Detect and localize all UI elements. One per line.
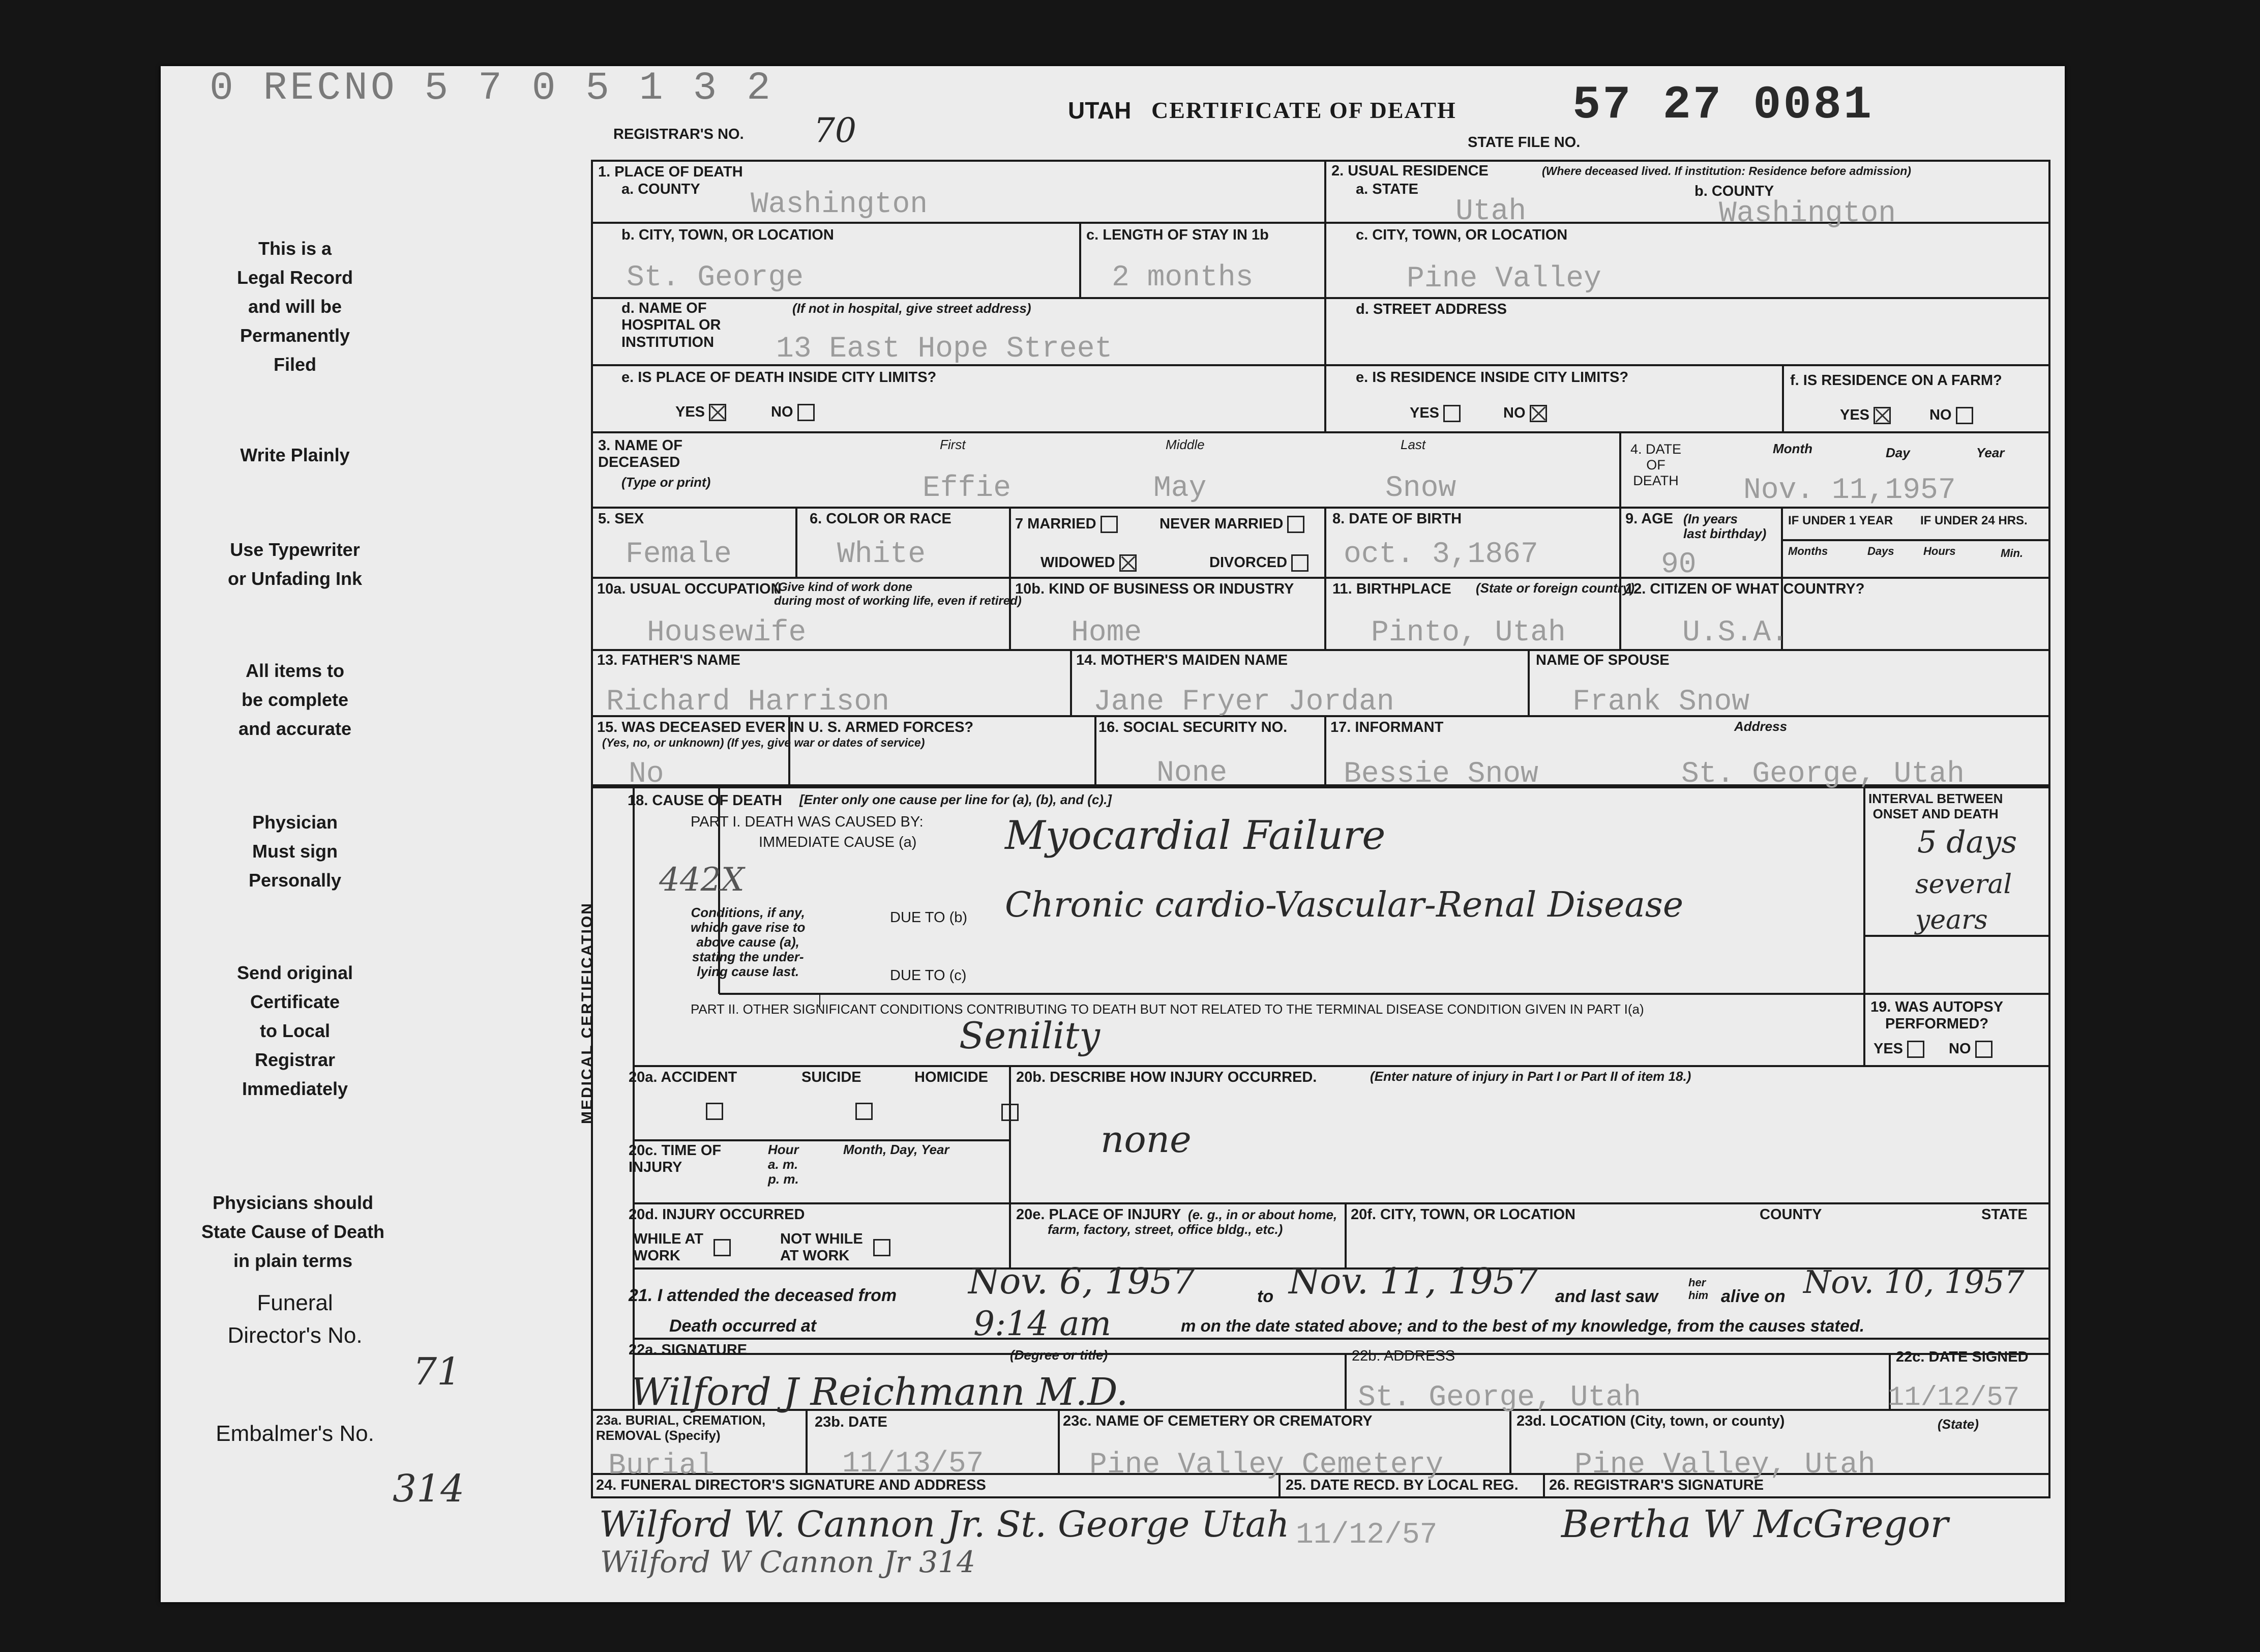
last-name-value: Snow bbox=[1385, 472, 1456, 505]
res-inside-city-yes[interactable]: YES bbox=[1410, 405, 1461, 422]
dob-label: 8. DATE OF BIRTH bbox=[1332, 511, 1462, 527]
farm-no-checkbox[interactable] bbox=[1956, 407, 1973, 424]
death-certificate bbox=[161, 66, 2065, 1602]
street-address-label: d. STREET ADDRESS bbox=[1356, 301, 1507, 317]
spouse-label: NAME OF SPOUSE bbox=[1536, 652, 1670, 668]
state-file-label: STATE FILE NO. bbox=[1468, 134, 1581, 151]
informant-address-value: St. George, Utah bbox=[1681, 758, 1965, 791]
res-inside-city-label: e. IS RESIDENCE INSIDE CITY LIMITS? bbox=[1356, 369, 1629, 386]
place-injury-label: 20e. PLACE OF INJURY bbox=[1016, 1206, 1181, 1223]
hours-header: Hours bbox=[1923, 545, 1956, 557]
never-married-checkbox[interactable] bbox=[1287, 516, 1304, 533]
months-header: Months bbox=[1788, 545, 1828, 557]
city-value: St. George bbox=[627, 261, 804, 294]
divorced[interactable]: DIVORCED bbox=[1209, 554, 1309, 572]
typewriter-note: Use Typewriter or Unfading Ink bbox=[228, 539, 362, 589]
occupation-note: (Give kind of work done during most of working life, even if retired) bbox=[774, 580, 1022, 608]
physician-note: Physician Must sign Personally bbox=[248, 812, 342, 891]
date-signed-value: 11/12/57 bbox=[1888, 1382, 2020, 1413]
date-signed-label: 22c. DATE SIGNED bbox=[1896, 1349, 2029, 1365]
death-inside-city-label: e. IS PLACE OF DEATH INSIDE CITY LIMITS? bbox=[621, 369, 937, 386]
embalmer-label: Embalmer's No. bbox=[216, 1421, 374, 1446]
hospital-label: d. NAME OF HOSPITAL OR INSTITUTION bbox=[621, 300, 721, 350]
res-city-value: Pine Valley bbox=[1407, 262, 1601, 296]
not-while-at-work[interactable]: NOT WHILE AT WORK bbox=[780, 1231, 890, 1265]
her-him-label: her him bbox=[1688, 1276, 1709, 1302]
degree-label: (Degree or title) bbox=[1010, 1347, 1108, 1363]
dob-value: oct. 3,1867 bbox=[1344, 538, 1538, 571]
part1-label: PART I. DEATH WAS CAUSED BY: bbox=[691, 814, 924, 830]
sex-label: 5. SEX bbox=[598, 511, 644, 527]
attended-to-value: Nov. 11, 1957 bbox=[1289, 1260, 1538, 1302]
location-value: Pine Valley, Utah bbox=[1574, 1449, 1876, 1482]
death-time-value: 9:14 am bbox=[973, 1304, 1112, 1343]
hospital-note: (If not in hospital, give street address) bbox=[792, 301, 1031, 316]
business-value: Home bbox=[1071, 616, 1142, 650]
county-label: a. COUNTY bbox=[621, 181, 700, 197]
business-label: 10b. KIND OF BUSINESS OR INDUSTRY bbox=[1015, 581, 1294, 597]
date-recd-value: 11/12/57 bbox=[1296, 1519, 1438, 1552]
farm-label: f. IS RESIDENCE ON A FARM? bbox=[1790, 372, 2002, 389]
registrar-label: REGISTRAR'S NO. bbox=[613, 126, 744, 142]
res-inside-city-no-checkbox[interactable] bbox=[1530, 405, 1547, 422]
under-24-hrs-label: IF UNDER 24 HRS. bbox=[1920, 514, 2028, 527]
cemetery-value: Pine Valley Cemetery bbox=[1089, 1449, 1444, 1482]
res-county-value: Washington bbox=[1719, 197, 1896, 230]
physician-address-value: St. George, Utah bbox=[1358, 1381, 1641, 1414]
armed-forces-note: (Yes, no, or unknown) (If yes, give war or dates of service) bbox=[602, 736, 925, 749]
attended-label: 21. I attended the deceased from bbox=[629, 1286, 897, 1305]
armed-forces-label: 15. WAS DECEASED EVER IN U. S. ARMED FORCES? bbox=[597, 719, 974, 735]
accident-checkbox[interactable] bbox=[706, 1103, 723, 1120]
res-county-label: b. COUNTY bbox=[1694, 183, 1774, 199]
length-of-stay-value: 2 months bbox=[1112, 261, 1254, 294]
race-value: White bbox=[837, 538, 926, 571]
cause-note: [Enter only one cause per line for (a), (b), and (c).] bbox=[799, 792, 1112, 807]
physician-address-label: 22b. ADDRESS bbox=[1352, 1348, 1455, 1364]
res-inside-city-yes-checkbox[interactable] bbox=[1443, 405, 1461, 422]
funeral-director-label: Funeral Director's No. bbox=[227, 1290, 363, 1348]
date-of-death-value: Nov. 11,1957 bbox=[1743, 474, 1956, 507]
informant-value: Bessie Snow bbox=[1344, 758, 1538, 791]
city-label: b. CITY, TOWN, OR LOCATION bbox=[621, 227, 834, 243]
county-value: Washington bbox=[751, 188, 928, 221]
mother-value: Jane Fryer Jordan bbox=[1093, 686, 1394, 719]
type-print-note: (Type or print) bbox=[621, 475, 711, 490]
not-while-at-work-checkbox[interactable] bbox=[873, 1239, 890, 1256]
occupation-value: Housewife bbox=[647, 616, 807, 650]
write-plainly-note: Write Plainly bbox=[240, 445, 350, 465]
stamp-numbers: 0 RECNO 5 7 0 5 1 3 2 bbox=[210, 66, 774, 111]
complete-note: All items to be complete and accurate bbox=[238, 660, 352, 739]
describe-injury-label: 20b. DESCRIBE HOW INJURY OCCURRED. bbox=[1016, 1069, 1317, 1085]
death-inside-city-yes[interactable]: YES bbox=[675, 404, 726, 421]
injury-state-label: STATE bbox=[1981, 1206, 2028, 1223]
dod-year-header: Year bbox=[1976, 445, 2005, 460]
birthplace-note: (State or foreign country) bbox=[1476, 580, 1635, 596]
immediate-cause-value: Myocardial Failure bbox=[1005, 813, 1386, 859]
alive-on-label: alive on bbox=[1721, 1287, 1786, 1306]
middle-name-value: May bbox=[1153, 472, 1207, 505]
part2-value: Senility bbox=[959, 1014, 1100, 1057]
injury-county-label: COUNTY bbox=[1760, 1206, 1822, 1223]
dod-month-header: Month bbox=[1773, 441, 1812, 456]
place-injury-note: (e. g., in or about home, farm, factory, street, office bldg., etc.) bbox=[1048, 1207, 1337, 1237]
funeral-signature-2: Wilford W Cannon Jr 314 bbox=[600, 1545, 975, 1579]
cause-of-death-label: 18. CAUSE OF DEATH bbox=[628, 792, 783, 809]
name-deceased-label: 3. NAME OF DECEASED bbox=[598, 437, 682, 471]
death-occurred-label: Death occurred at bbox=[669, 1316, 817, 1336]
res-state-value: Utah bbox=[1455, 195, 1527, 228]
occupation-label: 10a. USUAL OCCUPATION bbox=[597, 581, 782, 597]
autopsy-label: 19. WAS AUTOPSY PERFORMED? bbox=[1870, 999, 2004, 1032]
cause-terms-note: Physicians should State Cause of Death in plain terms bbox=[201, 1192, 385, 1271]
interval-b-value: several years bbox=[1915, 869, 2012, 935]
res-state-label: a. STATE bbox=[1356, 181, 1418, 197]
burial-label: 23a. BURIAL, CREMATION, REMOVAL (Specify) bbox=[596, 1412, 766, 1443]
days-header: Days bbox=[1867, 545, 1894, 557]
to-label: to bbox=[1257, 1287, 1274, 1306]
registrar-signature-label: 26. REGISTRAR'S SIGNATURE bbox=[1549, 1477, 1764, 1493]
informant-address-label: Address bbox=[1734, 719, 1788, 734]
date-of-death-label: 4. DATE OF DEATH bbox=[1630, 441, 1682, 489]
while-at-work-checkbox[interactable] bbox=[713, 1239, 731, 1256]
interval-label: INTERVAL BETWEEN ONSET AND DEATH bbox=[1868, 791, 2003, 821]
part2-label: PART II. OTHER SIGNIFICANT CONDITIONS CONTRIBUTING TO DEATH BUT NOT RELATED TO THE TERMINAL DISEASE CONDITION GIVEN IN PART I(a) bbox=[691, 1001, 1644, 1017]
age-label: 9. AGE bbox=[1625, 511, 1674, 527]
min-header: Min. bbox=[2001, 547, 2023, 559]
armed-forces-value: No bbox=[629, 758, 664, 791]
immediate-cause-label: IMMEDIATE CAUSE (a) bbox=[759, 834, 917, 850]
widowed[interactable]: WIDOWED bbox=[1040, 554, 1137, 572]
usual-residence-note: (Where deceased lived. If institution: Residence before admission) bbox=[1542, 164, 1911, 178]
suicide-checkbox[interactable] bbox=[855, 1103, 873, 1120]
hospital-value: 13 East Hope Street bbox=[776, 333, 1113, 366]
injury-occurred-label: 20d. INJURY OCCURRED bbox=[629, 1206, 805, 1223]
never-married[interactable]: NEVER MARRIED bbox=[1159, 516, 1304, 533]
registrar-no: 70 bbox=[814, 111, 856, 150]
death-statement: m on the date stated above; and to the best of my knowledge, from the causes stated. bbox=[1181, 1316, 1865, 1335]
ssn-label: 16. SOCIAL SECURITY NO. bbox=[1098, 719, 1288, 735]
father-value: Richard Harrison bbox=[606, 686, 889, 719]
conditions-note: Conditions, if any, which gave rise to above cause (a), stating the under- lying cause last. bbox=[691, 905, 806, 980]
registrar-signature: Bertha W McGregor bbox=[1561, 1502, 1948, 1546]
birthplace-label: 11. BIRTHPLACE bbox=[1332, 581, 1451, 597]
homicide-checkbox[interactable] bbox=[1001, 1104, 1019, 1121]
mother-label: 14. MOTHER'S MAIDEN NAME bbox=[1076, 652, 1288, 668]
death-inside-city-no-checkbox[interactable] bbox=[797, 404, 815, 421]
medical-certification-label: MEDICAL CERTIFICATION bbox=[579, 902, 596, 1124]
funeral-director-no: 71 bbox=[413, 1350, 461, 1394]
death-inside-city-yes-checkbox[interactable] bbox=[709, 404, 726, 421]
describe-injury-note: (Enter nature of injury in Part I or Part II of item 18.) bbox=[1370, 1069, 1691, 1084]
due-to-c-label: DUE TO (c) bbox=[890, 967, 967, 984]
form-title-prefix: UTAH bbox=[1068, 97, 1132, 124]
farm-no[interactable]: NO bbox=[1929, 407, 1973, 424]
accident-label: 20a. ACCIDENT bbox=[629, 1069, 737, 1085]
month-day-year-label: Month, Day, Year bbox=[843, 1142, 949, 1157]
informant-label: 17. INFORMANT bbox=[1330, 719, 1444, 735]
while-at-work[interactable]: WHILE AT WORK bbox=[634, 1231, 731, 1265]
divorced-checkbox[interactable] bbox=[1291, 554, 1309, 572]
farm-yes-checkbox[interactable] bbox=[1874, 407, 1891, 424]
interval-a-value: 5 days bbox=[1917, 824, 2017, 860]
birthplace-value: Pinto, Utah bbox=[1371, 616, 1566, 650]
father-label: 13. FATHER'S NAME bbox=[597, 652, 740, 668]
farm-yes[interactable]: YES bbox=[1840, 407, 1891, 424]
last-header: Last bbox=[1401, 437, 1426, 452]
legal-record-note: This is a Legal Record and will be Permanently Filed bbox=[236, 238, 353, 375]
first-name-value: Effie bbox=[923, 472, 1012, 505]
usual-residence-label: 2. USUAL RESIDENCE bbox=[1331, 163, 1489, 179]
funeral-signature: Wilford W. Cannon Jr. St. George Utah bbox=[599, 1503, 1290, 1545]
state-file-number: 57 27 0081 bbox=[1572, 78, 1874, 132]
citizen-label: 12. CITIZEN OF WHAT COUNTRY? bbox=[1625, 581, 1865, 597]
injury-city-label: 20f. CITY, TOWN, OR LOCATION bbox=[1351, 1206, 1575, 1223]
state-paren-label: (State) bbox=[1938, 1417, 1979, 1432]
res-inside-city-no[interactable]: NO bbox=[1503, 405, 1547, 422]
attended-from-value: Nov. 6, 1957 bbox=[968, 1260, 1196, 1302]
last-seen-value: Nov. 10, 1957 bbox=[1803, 1263, 2025, 1301]
cemetery-label: 23c. NAME OF CEMETERY OR CREMATORY bbox=[1063, 1413, 1373, 1429]
due-to-b-label: DUE TO (b) bbox=[890, 909, 968, 926]
autopsy-yes[interactable]: YES bbox=[1874, 1041, 1924, 1058]
married-checkbox[interactable] bbox=[1101, 516, 1118, 533]
send-original-note: Send original Certificate to Local Registrar Immediately bbox=[236, 962, 353, 1099]
under-1-year-label: IF UNDER 1 YEAR bbox=[1788, 514, 1893, 527]
middle-header: Middle bbox=[1166, 437, 1205, 452]
physician-signature: Wilford J Reichmann M.D. bbox=[631, 1370, 1128, 1414]
suicide-label: SUICIDE bbox=[801, 1069, 861, 1085]
death-inside-city-no[interactable]: NO bbox=[771, 404, 815, 421]
location-label: 23d. LOCATION (City, town, or county) bbox=[1516, 1413, 1785, 1429]
res-city-label: c. CITY, TOWN, OR LOCATION bbox=[1356, 227, 1568, 243]
autopsy-no[interactable]: NO bbox=[1949, 1041, 1993, 1058]
age-value: 90 bbox=[1661, 548, 1697, 581]
first-header: First bbox=[940, 437, 966, 452]
burial-value: Burial bbox=[608, 1450, 715, 1483]
dod-day-header: Day bbox=[1886, 445, 1910, 460]
age-note: (In years last birthday) bbox=[1683, 511, 1767, 542]
last-saw-label: and last saw bbox=[1555, 1287, 1658, 1306]
spouse-value: Frank Snow bbox=[1572, 686, 1750, 719]
homicide-label: HOMICIDE bbox=[914, 1069, 988, 1085]
length-of-stay-label: c. LENGTH OF STAY IN 1b bbox=[1086, 227, 1269, 243]
ssn-value: None bbox=[1156, 757, 1228, 790]
autopsy-no-checkbox[interactable] bbox=[1975, 1041, 1993, 1058]
code-value: 442X bbox=[659, 861, 745, 899]
funeral-signature-label: 24. FUNERAL DIRECTOR'S SIGNATURE AND ADDRESS bbox=[596, 1477, 986, 1493]
sex-value: Female bbox=[626, 538, 732, 571]
burial-date-value: 11/13/57 bbox=[842, 1448, 984, 1481]
burial-date-label: 23b. DATE bbox=[815, 1414, 887, 1430]
embalmer-no: 314 bbox=[393, 1467, 465, 1511]
cause-b-value: Chronic cardio-Vascular-Renal Disease bbox=[1005, 885, 1684, 925]
hour-label: Hour a. m. p. m. bbox=[768, 1142, 799, 1187]
widowed-checkbox[interactable] bbox=[1119, 554, 1137, 572]
time-injury-label: 20c. TIME OF INJURY bbox=[629, 1142, 722, 1176]
race-label: 6. COLOR OR RACE bbox=[810, 511, 951, 527]
place-of-death-label: 1. PLACE OF DEATH bbox=[598, 164, 743, 180]
form-title: CERTIFICATE OF DEATH bbox=[1151, 97, 1456, 123]
autopsy-yes-checkbox[interactable] bbox=[1907, 1041, 1924, 1058]
signature-label: 22a. SIGNATURE bbox=[629, 1342, 748, 1358]
married[interactable]: 7 MARRIED bbox=[1015, 516, 1118, 533]
injury-value: none bbox=[1101, 1118, 1192, 1161]
citizen-value: U.S.A. bbox=[1682, 616, 1789, 650]
date-recd-label: 25. DATE RECD. BY LOCAL REG. bbox=[1286, 1477, 1519, 1493]
